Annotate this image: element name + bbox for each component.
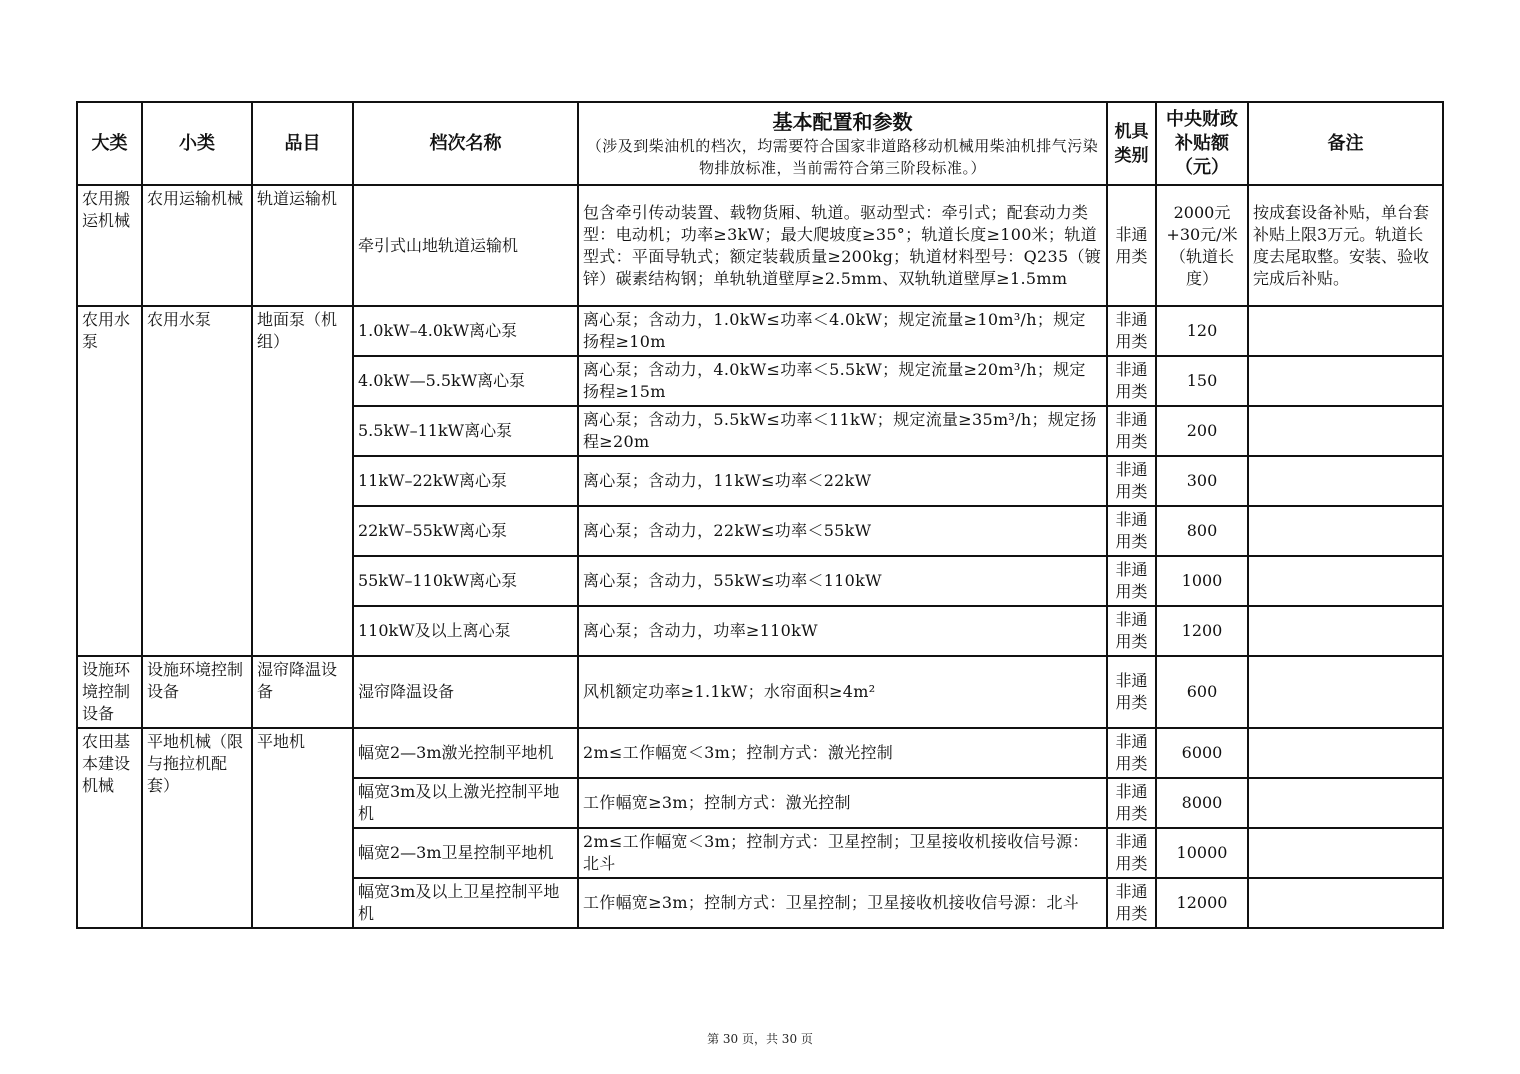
- subsidy-cell: 12000: [1156, 878, 1248, 928]
- subsidy-cell: 600: [1156, 656, 1248, 728]
- subsidy-cell: 120: [1156, 306, 1248, 356]
- grade-name-cell: 11kW–22kW离心泵: [353, 456, 578, 506]
- note-cell: [1248, 656, 1443, 728]
- subsidy-cell: 8000: [1156, 778, 1248, 828]
- machine-type-cell: 非通用类: [1107, 878, 1156, 928]
- category-cell: 农用搬运机械: [77, 185, 142, 306]
- note-cell: [1248, 606, 1443, 656]
- header-config-note: （涉及到柴油机的档次，均需要符合国家非道路移动机械用柴油机排气污染物排放标准，当前需符合第三阶段标准。）: [586, 136, 1099, 177]
- note-cell: 按成套设备补贴，单台套补贴上限3万元。轨道长度去尾取整。安装、验收完成后补贴。: [1248, 185, 1443, 306]
- note-cell: [1248, 456, 1443, 506]
- header-config: [578, 102, 1107, 185]
- item-cell: 轨道运输机: [252, 185, 353, 306]
- category-cell: 农田基本建设机械: [77, 728, 142, 928]
- machine-type-cell: 非通用类: [1107, 356, 1156, 406]
- subsidy-table: [76, 101, 1444, 929]
- subsidy-cell: 6000: [1156, 728, 1248, 778]
- subcategory-cell: 平地机械（限与拖拉机配套）: [142, 728, 252, 928]
- machine-type-cell: 非通用类: [1107, 728, 1156, 778]
- category-cell: 设施环境控制设备: [77, 656, 142, 728]
- header-row: [77, 102, 1443, 185]
- grade-name-cell: 110kW及以上离心泵: [353, 606, 578, 656]
- header-subcategory: 小类: [142, 102, 252, 185]
- item-cell: 平地机: [252, 728, 353, 928]
- note-cell: [1248, 356, 1443, 406]
- grade-name-cell: 22kW–55kW离心泵: [353, 506, 578, 556]
- machine-type-cell: 非通用类: [1107, 656, 1156, 728]
- category-cell: 农用水泵: [77, 306, 142, 656]
- machine-type-cell: 非通用类: [1107, 406, 1156, 456]
- grade-name-cell: 1.0kW–4.0kW离心泵: [353, 306, 578, 356]
- note-cell: [1248, 506, 1443, 556]
- header-item: 品目: [252, 102, 353, 185]
- subcategory-cell: 设施环境控制设备: [142, 656, 252, 728]
- page-footer: 第 30 页，共 30 页: [707, 1032, 813, 1046]
- grade-name-cell: 幅宽3m及以上卫星控制平地机: [353, 878, 578, 928]
- machine-type-cell: 非通用类: [1107, 606, 1156, 656]
- item-cell: 湿帘降温设备: [252, 656, 353, 728]
- note-cell: [1248, 828, 1443, 878]
- subsidy-cell: 200: [1156, 406, 1248, 456]
- subsidy-cell: 1200: [1156, 606, 1248, 656]
- config-cell: 包含牵引传动装置、载物货厢、轨道。驱动型式：牵引式；配套动力类型：电动机；功率≥3kW；最大爬坡度≥35°；轨道长度≥100米；轨道型式：平面导轨式；额定装载质量≥200kg；轨道材料型号：Q235（镀锌）碳素结构钢；单轨轨道壁厚≥2.5mm、双轨轨道壁厚≥1.5mm: [578, 185, 1107, 306]
- subsidy-cell: 800: [1156, 506, 1248, 556]
- config-cell: 离心泵；含动力，5.5kW≤功率＜11kW；规定流量≥35m³/h；规定扬程≥20m: [578, 406, 1107, 456]
- config-cell: 离心泵；含动力，55kW≤功率＜110kW: [578, 556, 1107, 606]
- grade-name-cell: 牵引式山地轨道运输机: [353, 185, 578, 306]
- header-grade-name: 档次名称: [353, 102, 578, 185]
- config-cell: 离心泵；含动力，11kW≤功率＜22kW: [578, 456, 1107, 506]
- subsidy-cell: 2000元+30元/米（轨道长度）: [1156, 185, 1248, 306]
- config-cell: 离心泵；含动力，4.0kW≤功率＜5.5kW；规定流量≥20m³/h；规定扬程≥15m: [578, 356, 1107, 406]
- grade-name-cell: 5.5kW–11kW离心泵: [353, 406, 578, 456]
- config-cell: 离心泵；含动力，1.0kW≤功率＜4.0kW；规定流量≥10m³/h；规定扬程≥10m: [578, 306, 1107, 356]
- config-cell: 风机额定功率≥1.1kW；水帘面积≥4m²: [578, 656, 1107, 728]
- machine-type-cell: 非通用类: [1107, 306, 1156, 356]
- machine-type-cell: 非通用类: [1107, 456, 1156, 506]
- note-cell: [1248, 878, 1443, 928]
- grade-name-cell: 幅宽3m及以上激光控制平地机: [353, 778, 578, 828]
- note-cell: [1248, 306, 1443, 356]
- note-cell: [1248, 728, 1443, 778]
- config-cell: 工作幅宽≥3m；控制方式：激光控制: [578, 778, 1107, 828]
- table-row: [77, 656, 1443, 728]
- note-cell: [1248, 406, 1443, 456]
- config-cell: 工作幅宽≥3m；控制方式：卫星控制；卫星接收机接收信号源：北斗: [578, 878, 1107, 928]
- config-cell: 离心泵；含动力，22kW≤功率＜55kW: [578, 506, 1107, 556]
- header-category: 大类: [77, 102, 142, 185]
- grade-name-cell: 湿帘降温设备: [353, 656, 578, 728]
- table-row: [77, 185, 1443, 306]
- grade-name-cell: 55kW–110kW离心泵: [353, 556, 578, 606]
- subsidy-cell: 300: [1156, 456, 1248, 506]
- header-machine-type: 机具类别: [1107, 102, 1156, 185]
- grade-name-cell: 幅宽2—3m卫星控制平地机: [353, 828, 578, 878]
- config-cell: 2m≤工作幅宽＜3m；控制方式：激光控制: [578, 728, 1107, 778]
- header-config-title: 基本配置和参数: [772, 109, 913, 134]
- machine-type-cell: 非通用类: [1107, 506, 1156, 556]
- subsidy-cell: 1000: [1156, 556, 1248, 606]
- subsidy-cell: 150: [1156, 356, 1248, 406]
- machine-type-cell: 非通用类: [1107, 556, 1156, 606]
- subcategory-cell: 农用水泵: [142, 306, 252, 656]
- grade-name-cell: 幅宽2—3m激光控制平地机: [353, 728, 578, 778]
- machine-type-cell: 非通用类: [1107, 185, 1156, 306]
- header-subsidy: 中央财政补贴额（元）: [1156, 102, 1248, 185]
- header-note: 备注: [1248, 102, 1443, 185]
- subcategory-cell: 农用运输机械: [142, 185, 252, 306]
- machine-type-cell: 非通用类: [1107, 828, 1156, 878]
- grade-name-cell: 4.0kW—5.5kW离心泵: [353, 356, 578, 406]
- config-cell: 2m≤工作幅宽＜3m；控制方式：卫星控制；卫星接收机接收信号源：北斗: [578, 828, 1107, 878]
- subsidy-cell: 10000: [1156, 828, 1248, 878]
- note-cell: [1248, 556, 1443, 606]
- note-cell: [1248, 778, 1443, 828]
- config-cell: 离心泵；含动力，功率≥110kW: [578, 606, 1107, 656]
- table-row: [77, 728, 1443, 778]
- item-cell: 地面泵（机组）: [252, 306, 353, 656]
- machine-type-cell: 非通用类: [1107, 778, 1156, 828]
- table-row: [77, 306, 1443, 356]
